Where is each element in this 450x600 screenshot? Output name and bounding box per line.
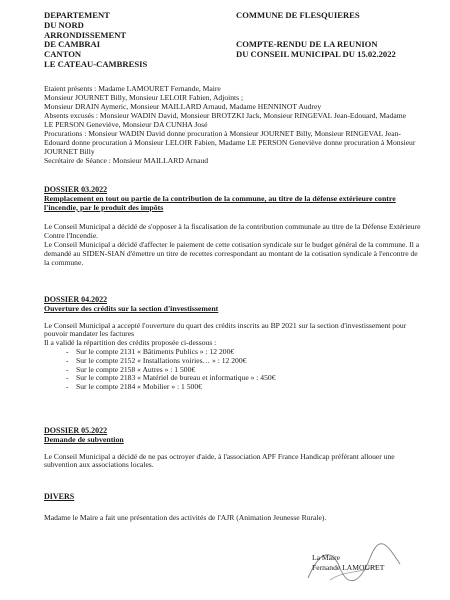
dossier-text: Le Conseil Municipal a accepté l'ouverture du quart des crédits inscrits au BP 2021 sur la section d'investissement pour pouvoir mandater les factures Il a validé la répartition des crédits proposée ci-dessous : (44, 320, 407, 348)
commune-header (236, 11, 396, 59)
dossier-subtitle: Remplacement en tout ou partie de la contribution de la commune, au titre de la défense extérieure contre l'incendie, par le produit des impôts (44, 193, 396, 212)
list-item: - Sur le compte 2152 « Installations voiries… » : 12 200€ (76, 357, 424, 366)
dossier-text: Le Conseil Municipal a décidé de s'opposer à la fiscalisation de la contribution communale au titre de la Défense Extérieure Contre l'Incendie. Le Conseil Municipal a décidé d'affecter le paiement de cette cotisation syndicale sur le budget général de la commune. Il a demandé au SIDEN-SIAN d'émettre un titre de recettes correspondant au montant de la cotisation syndicale à l'encontre de la commune. (44, 222, 421, 267)
mayor-signature: La Maire Fernande LAMOURET (312, 553, 385, 572)
credit-list (44, 348, 424, 392)
divers-section (44, 493, 424, 523)
list-item: - Sur le compte 2183 « Matériel de bureau et informatique » : 450€ (76, 374, 424, 383)
list-item: - Sur le compte 2184 « Mobilier » : 1 500€ (76, 383, 424, 392)
department-header: DEPARTEMENT DU NORD ARRONDISSEMENT DE CAMBRAI CANTON LE CATEAU-CAMBRESIS (44, 10, 148, 69)
list-item: - Sur le compte 2158 « Autres » : 1 500€ (76, 366, 424, 375)
attendance-block: Etaient présents : Madame LAMOURET Fernande, Maire Monsieur JOURNET Billy, Monsieur LELOIR Fabien, Adjoints ; Monsieur DRAIN Aymeric, Monsieur MAILLARD Arnaud, Madame HENNINOT Audrey Absents excusés : Monsieur WADIN David, Monsieur BROTZKI Jack, Monsieur RINGEVAL Jean-Edouard, Madame LE PERSON Geneviève, Monsieur DA CUNHA José Procurations : Monsieur WADIN David donne procuration à Monsieur JOURNET Billy, Monsieur RINGEVAL Jean-Edouard donne procuration à Monsieur LELOIR Fabien, Madame LE PERSON Geneviève donne procuration à Monsieur JOURNET Billy Secrétaire de Séance : Monsieur MAILLARD Arnaud (44, 84, 416, 165)
divers-title: DIVERS (44, 492, 75, 501)
divers-text: Madame le Maire a fait une présentation des activités de l'AJR (Animation Jeunesse Rurale). (44, 512, 327, 522)
dossier-05 (44, 427, 424, 470)
list-item: - Sur le compte 2131 « Bâtiments Publics » : 12 200€ (76, 348, 424, 357)
dossier-subtitle: Ouverture des crédits sur la section d'investissement (44, 303, 219, 313)
dossier-title: DOSSIER 05.2022 (44, 426, 108, 435)
report-title-line1: COMPTE-RENDU DE LA REUNION (236, 38, 378, 49)
report-title-line2: DU CONSEIL MUNICIPAL DU 15.02.2022 (236, 48, 396, 59)
dossier-title: DOSSIER 03.2022 (44, 185, 108, 194)
dossier-title: DOSSIER 04.2022 (44, 295, 108, 304)
dossier-text: Le Conseil Municipal a décidé de ne pas octroyer d'aide, à l'association APF France Handicap préférant allouer une subvention aux associations locales. (44, 451, 395, 470)
commune-name: COMMUNE DE FLESQUIERES (236, 10, 360, 20)
dossier-subtitle: Demande de subvention (44, 434, 124, 444)
dossier-03 (44, 186, 424, 267)
dossier-04 (44, 296, 424, 392)
